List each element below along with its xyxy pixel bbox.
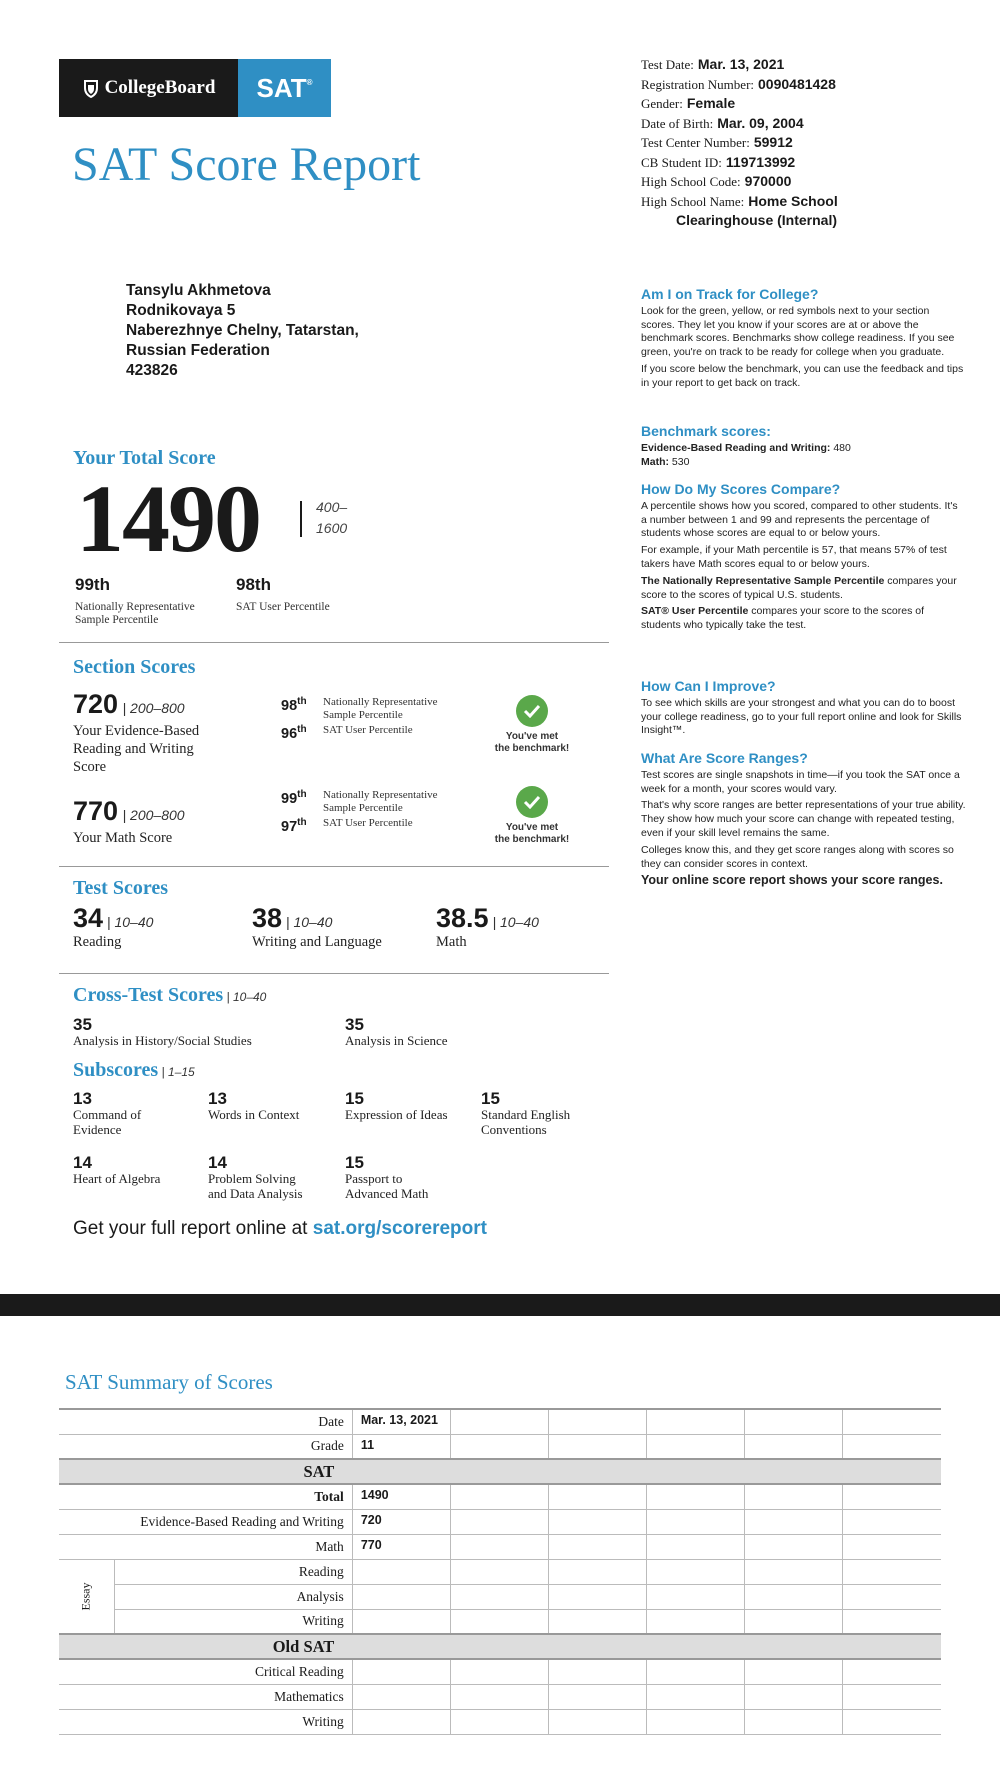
sidebar-heading: What Are Score Ranges? <box>641 750 808 766</box>
math-percentiles: 99th Nationally Representative Sample Percentile 97th SAT User Percentile <box>281 789 438 835</box>
sidebar-track: Am I on Track for College? Look for the green, yellow, or red symbols next to your section scores. They let you know if your scores are at or above the benchmark scores. Benchmarks show college readiness. If you see green, you're on track to be ready for college when you graduate. If you score below the benchmark, you can use the feedback and tips in your report to get back on track. <box>641 288 966 394</box>
score-divider-bar <box>300 501 302 537</box>
address-line: Russian Federation <box>126 342 270 359</box>
total-user-percentile: 98th SAT User Percentile <box>236 575 330 613</box>
mailing-address <box>126 281 359 381</box>
checkmark-icon <box>516 695 548 727</box>
table-row: Grade 11 <box>59 1434 941 1459</box>
math-range: | 200–800 <box>122 807 185 823</box>
cross-test-science: 35 Analysis in Science <box>345 1015 448 1048</box>
section-divider <box>59 642 609 643</box>
subscores-heading: Subscores | 1–15 <box>73 1059 195 1081</box>
table-row: Total 1490 <box>59 1484 941 1509</box>
score-report-link[interactable]: sat.org/scorereport <box>312 1218 487 1239</box>
subscore-item: 13 Command of Evidence <box>73 1089 142 1137</box>
sidebar-improve: How Can I Improve? To see which skills are your strongest and what you can do to boost your college readiness, go to your full report online and look for Skills Insight™. <box>641 680 966 741</box>
subscore-item: 14 Problem Solving and Data Analysis <box>208 1153 303 1201</box>
subscore-item: 14 Heart of Algebra <box>73 1153 161 1186</box>
table-row: Mathematics <box>59 1684 941 1709</box>
sidebar-heading: Am I on Track for College? <box>641 286 819 302</box>
erw-range: | 200–800 <box>122 700 185 716</box>
section-divider <box>59 866 609 867</box>
erw-benchmark: You've met the benchmark! <box>484 695 580 755</box>
math-section-score <box>73 796 185 847</box>
table-row: Essay Reading <box>59 1559 941 1584</box>
info-test-date: Test Date: Mar. 13, 2021 <box>641 56 785 72</box>
sidebar-benchmark: Benchmark scores: Evidence-Based Reading and Writing: 480 Math: 530 <box>641 425 966 469</box>
address-line: Naberezhnye Chelny, Tatarstan, <box>126 322 359 339</box>
table-row: Evidence-Based Reading and Writing 720 <box>59 1509 941 1534</box>
erw-score: 720 <box>73 689 119 719</box>
math-score: 770 <box>73 796 119 826</box>
table-band-row: Old SAT <box>59 1634 941 1659</box>
table-row: Writing <box>59 1709 941 1734</box>
page-separator-band <box>0 1294 1000 1316</box>
info-high-school-name: High School Name: Home School <box>641 192 838 209</box>
cross-test-history: 35 Analysis in History/Social Studies <box>73 1015 252 1048</box>
table-row: Critical Reading <box>59 1659 941 1684</box>
address-line: Rodnikovaya 5 <box>126 302 236 319</box>
essay-label: Essay <box>59 1559 114 1634</box>
total-score-heading: Your Total Score <box>73 447 216 469</box>
collegeboard-sat-logo <box>59 59 331 117</box>
cross-test-heading: Cross-Test Scores | 10–40 <box>73 984 267 1006</box>
sidebar-heading: How Can I Improve? <box>641 678 776 694</box>
table-row: Writing <box>59 1609 941 1634</box>
erw-name: Your Evidence-Based Reading and Writing Score <box>73 723 200 775</box>
total-nat-percentile: 99th Nationally Representative Sample Percentile <box>75 575 195 626</box>
subscore-item: 15 Standard English Conventions <box>481 1089 571 1137</box>
info-cb-student-id: CB Student ID: 119713992 <box>641 153 796 170</box>
collegeboard-logo <box>59 59 238 117</box>
sidebar-heading: How Do My Scores Compare? <box>641 481 841 497</box>
registered-mark-icon: ® <box>306 77 313 87</box>
subscore-item: 13 Words in Context <box>208 1089 300 1122</box>
sidebar-ranges: What Are Score Ranges? Test scores are single snapshots in time—if you took the SAT once a week for a month, your scores would vary. That's why score ranges are better representations of your true ability. They show how much your score can change with repeated testing, even if your skill level remains the same. Colleges know this, and they get score ranges along with scores so they can consider scores in context. Your online score report shows your score ranges. <box>641 750 966 888</box>
sidebar-heading: Benchmark scores: <box>641 423 771 439</box>
erw-percentiles: 98th Nationally Representative Sample Percentile 96th SAT User Percentile <box>281 696 438 742</box>
total-score-range: 400– 1600 <box>316 499 348 536</box>
section-divider <box>59 973 609 974</box>
erw-section-score <box>73 689 199 776</box>
sat-logo <box>238 59 331 117</box>
info-high-school-code: High School Code: 970000 <box>641 173 792 189</box>
test-scores-heading: Test Scores <box>73 877 168 899</box>
sidebar-compare: How Do My Scores Compare? A percentile shows how you scored, compared to other students. It's a number between 1 and 99 and represents the percentage of students whose scores are equal to or below yours. For example, if your Math percentile is 57, that means 57% of test takers have Math scores equal to or below yours. The Nationally Representative Sample Percentile compares your score to the scores of typical U.S. students. SAT® User Percentile compares your score to the scores of students who typically take the test. <box>641 483 966 636</box>
address-line: 423826 <box>126 362 178 379</box>
section-scores-heading: Section Scores <box>73 656 196 678</box>
collegeboard-logo-text: CollegeBoard <box>104 77 216 98</box>
checkmark-icon <box>516 786 548 818</box>
full-report-line: Get your full report online at sat.org/scorereport <box>73 1218 487 1239</box>
subscore-item: 15 Expression of Ideas <box>345 1089 448 1122</box>
math-name: Your Math Score <box>73 830 173 846</box>
table-band-row: SAT <box>59 1459 941 1484</box>
info-test-center-number: Test Center Number: 59912 <box>641 134 793 150</box>
table-row: Math 770 <box>59 1534 941 1559</box>
page-title: SAT Score Report <box>72 138 421 191</box>
table-row: Analysis <box>59 1584 941 1609</box>
summary-title: SAT Summary of Scores <box>65 1370 273 1394</box>
sat-logo-text: SAT <box>256 72 307 103</box>
info-date-of-birth: Date of Birth: Mar. 09, 2004 <box>641 114 804 131</box>
math-benchmark: You've met the benchmark! <box>484 786 580 846</box>
address-line: Tansylu Akhmetova <box>126 282 271 299</box>
table-row: Date Mar. 13, 2021 <box>59 1409 941 1434</box>
info-registration-number: Registration Number: 0090481428 <box>641 75 836 92</box>
test-score-reading: 34 | 10–40 Reading <box>73 903 154 950</box>
info-gender: Gender: Female <box>641 95 736 111</box>
student-info <box>641 55 838 231</box>
summary-table <box>59 1408 941 1735</box>
test-score-writing: 38 | 10–40 Writing and Language <box>252 903 382 950</box>
subscore-item: 15 Passport to Advanced Math <box>345 1153 429 1201</box>
info-high-school-name-line2: Clearinghouse (Internal) <box>676 212 838 228</box>
acorn-shield-icon <box>82 78 100 98</box>
test-score-math: 38.5 | 10–40 Math <box>436 903 539 950</box>
total-score: 1490 <box>76 465 260 572</box>
